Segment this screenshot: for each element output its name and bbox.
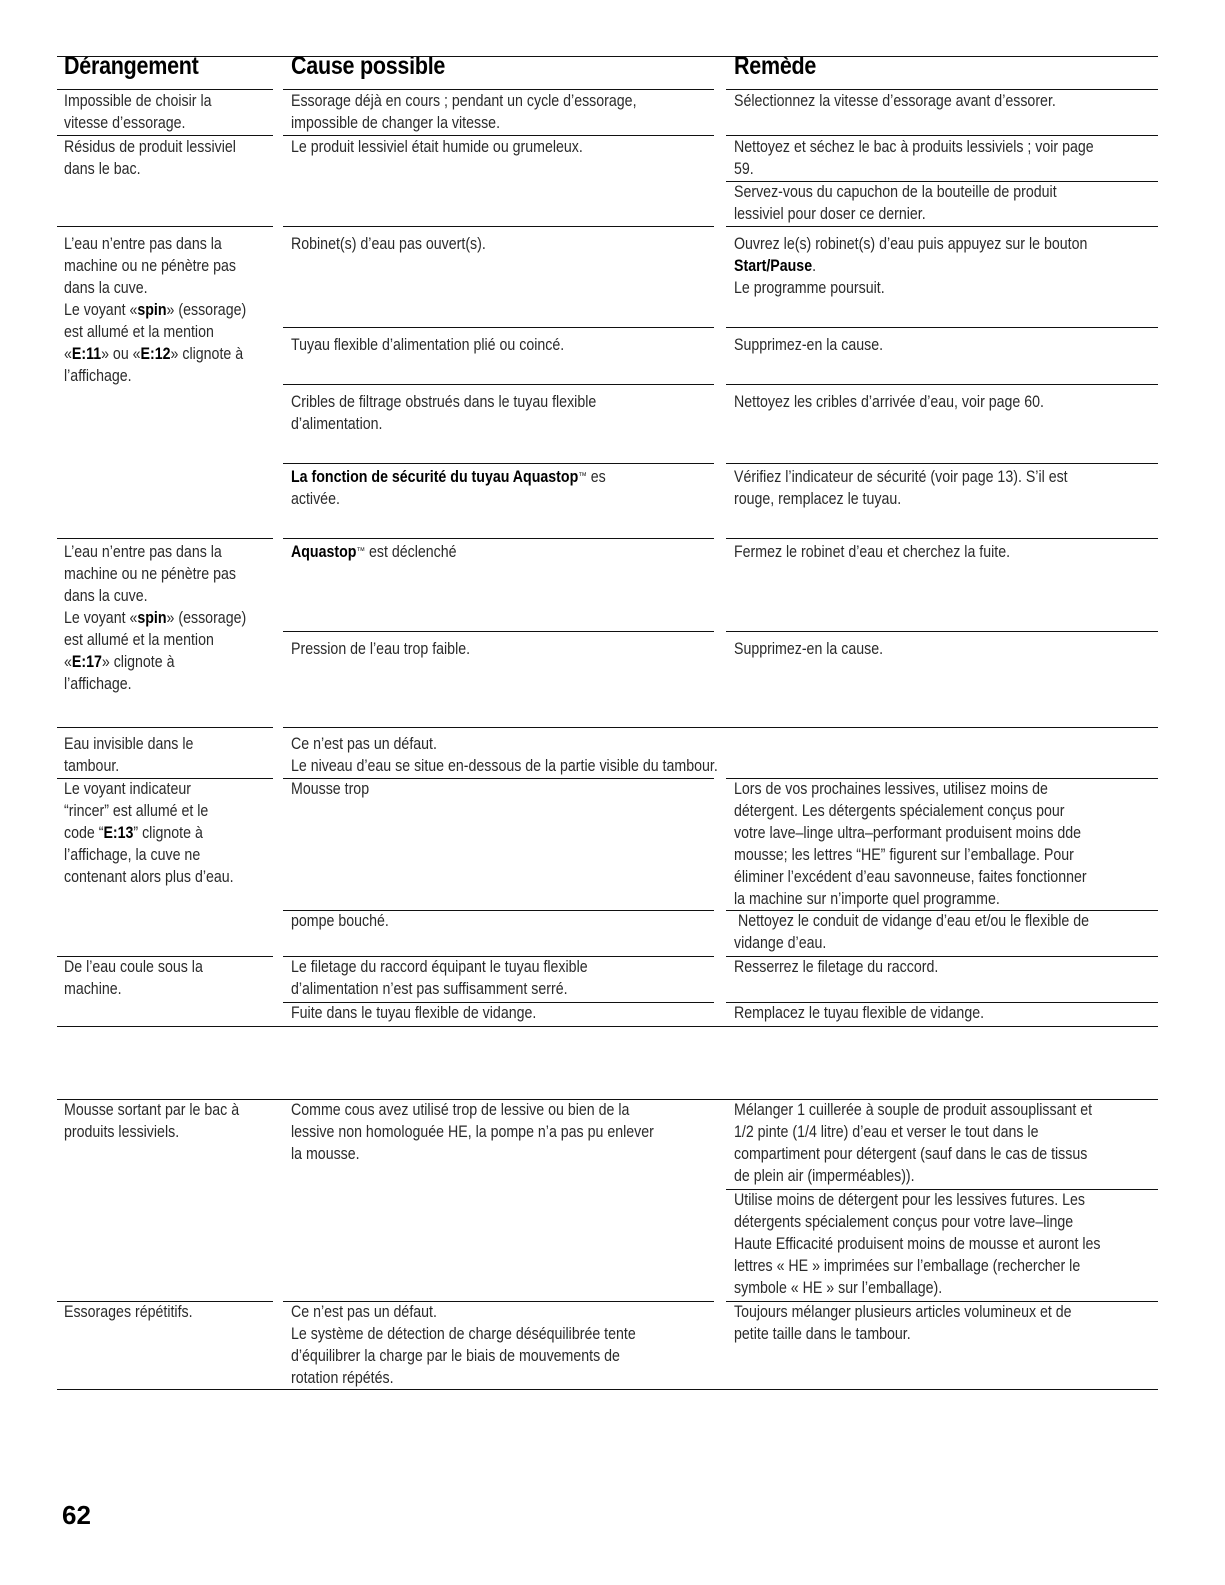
remedy-cell: Lors de vos prochaines lessives, utilisez moins de détergent. Les détergents spécialement conçus pour votre lave–linge ultra–performant produisent moins dde mousse; les lettres “HE” figurent sur l’emballage. Pour éliminer l’excédent d’eau savonneuse, faites fonctionner la machine sur n’importe quel programme. — [734, 780, 1087, 908]
cause-cell: La fonction de sécurité du tuyau Aquastop™ es activée. — [291, 468, 606, 508]
remedy-cell: Nettoyez les cribles d’arrivée d’eau, voir page 60. — [734, 393, 1044, 411]
row-rule — [726, 384, 1158, 385]
problem-cell: Le voyant indicateur “rincer” est allumé et le code “E:13” clignote à l’affichage, la cuve ne contenant alors plus d’eau. — [64, 780, 234, 886]
problem-cell: Essorages répétitifs. — [64, 1303, 193, 1321]
remedy-cell: Vérifiez l’indicateur de sécurité (voir page 13). S’il est rouge, remplacez le tuyau. — [734, 468, 1068, 508]
row-rule — [283, 727, 1158, 728]
row-rule — [283, 631, 714, 632]
row-rule — [726, 631, 1158, 632]
page-number: 62 — [62, 1500, 91, 1530]
row-rule — [283, 538, 714, 539]
remedy-cell: Supprimez-en la cause. — [734, 640, 884, 658]
table-bottom-rule — [57, 1026, 1158, 1027]
row-rule — [57, 538, 273, 539]
problem-cell: Mousse sortant par le bac à produits lessiviels. — [64, 1101, 240, 1141]
remedy-cell: Servez-vous du capuchon de la bouteille de produit lessiviel pour doser ce dernier. — [734, 183, 1057, 223]
header-cause: Cause possible — [291, 52, 446, 80]
row-rule — [726, 538, 1158, 539]
row-rule — [283, 327, 714, 328]
cause-cell: Robinet(s) d’eau pas ouvert(s). — [291, 235, 486, 253]
problem-cell: Impossible de choisir la vitesse d’essorage. — [64, 92, 212, 132]
remedy-cell: Ouvrez le(s) robinet(s) d’eau puis appuyez sur le bouton Start/Pause. Le programme poursuit. — [734, 235, 1088, 297]
remedy-cell: Toujours mélanger plusieurs articles volumineux et de petite taille dans le tambour. — [734, 1303, 1072, 1343]
cause-cell: pompe bouché. — [291, 912, 389, 930]
remedy-cell: Supprimez-en la cause. — [734, 336, 884, 354]
remedy-cell: Mélanger 1 cuillerée à souple de produit assouplissant et 1/2 pinte (1/4 litre) d’eau et verser le tout dans le compartiment pour détergent (sauf dans le cas de tissus de plein air (imperméables)). — [734, 1101, 1093, 1185]
remedy-cell: Utilise moins de détergent pour les lessives futures. Les détergents spécialement conçus pour votre lave–linge Haute Efficacité produisent moins de mousse et auront les lettres « HE » imprimées sur l’emballage (rechercher le symbole « HE » sur l’emballage). — [734, 1191, 1101, 1297]
cause-cell: Pression de l’eau trop faible. — [291, 640, 471, 658]
row-rule — [283, 463, 714, 464]
row-rule — [726, 327, 1158, 328]
row-rule — [57, 226, 273, 227]
problem-cell: Résidus de produit lessiviel dans le bac. — [64, 138, 236, 178]
cause-cell: Fuite dans le tuyau flexible de vidange. — [291, 1004, 537, 1022]
cause-cell: Essorage déjà en cours ; pendant un cycle d’essorage, impossible de changer la vitesse. — [291, 92, 637, 132]
row-rule — [57, 727, 273, 728]
cause-cell: Mousse trop — [291, 780, 370, 798]
problem-cell: De l’eau coule sous la machine. — [64, 958, 203, 998]
cause-cell: Le produit lessiviel était humide ou grumeleux. — [291, 138, 583, 156]
remedy-cell: Sélectionnez la vitesse d’essorage avant d’essorer. — [734, 92, 1056, 110]
cause-cell: Tuyau flexible d’alimentation plié ou coincé. — [291, 336, 565, 354]
cause-cell: Aquastop™ est déclenché — [291, 543, 457, 561]
remedy-cell: Resserrez le filetage du raccord. — [734, 958, 939, 976]
cause-cell: Ce n’est pas un défaut. Le niveau d’eau se situe en-dessous de la partie visible du tambour. — [291, 735, 718, 775]
cause-cell: Le filetage du raccord équipant le tuyau flexible d’alimentation n’est pas suffisamment serré. — [291, 958, 588, 998]
row-rule — [283, 384, 714, 385]
remedy-cell: Fermez le robinet d’eau et cherchez la fuite. — [734, 543, 1011, 561]
header-remedy: Remède — [734, 52, 817, 80]
remedy-cell: Nettoyez le conduit de vidange d’eau et/ou le flexible de vidange d’eau. — [734, 912, 1090, 952]
table-bottom-rule — [57, 1389, 1158, 1390]
remedy-cell: Remplacez le tuyau flexible de vidange. — [734, 1004, 985, 1022]
table-top-rule — [57, 56, 1158, 57]
problem-cell: L’eau n’entre pas dans la machine ou ne pénètre pas dans la cuve. Le voyant «spin» (essorage) est allumé et la mention «E:17» clignote à l’affichage. — [64, 543, 247, 693]
cause-cell: Cribles de filtrage obstrués dans le tuyau flexible d’alimentation. — [291, 393, 597, 433]
problem-cell: L’eau n’entre pas dans la machine ou ne pénètre pas dans la cuve. Le voyant «spin» (essorage) est allumé et la mention «E:11» ou «E:12» clignote à l’affichage. — [64, 235, 247, 385]
header-problem: Dérangement — [64, 52, 199, 80]
row-rule — [726, 463, 1158, 464]
row-rule — [726, 226, 1158, 227]
problem-cell: Eau invisible dans le tambour. — [64, 735, 194, 775]
remedy-cell: Nettoyez et séchez le bac à produits lessiviels ; voir page 59. — [734, 138, 1094, 178]
row-rule — [283, 226, 714, 227]
cause-cell: Ce n’est pas un défaut. Le système de détection de charge déséquilibrée tente d’équilibrer la charge par le biais de mouvements de rotation répétés. — [291, 1303, 636, 1387]
cause-cell: Comme cous avez utilisé trop de lessive ou bien de la lessive non homologuée HE, la pompe n’a pas pu enlever la mousse. — [291, 1101, 654, 1163]
